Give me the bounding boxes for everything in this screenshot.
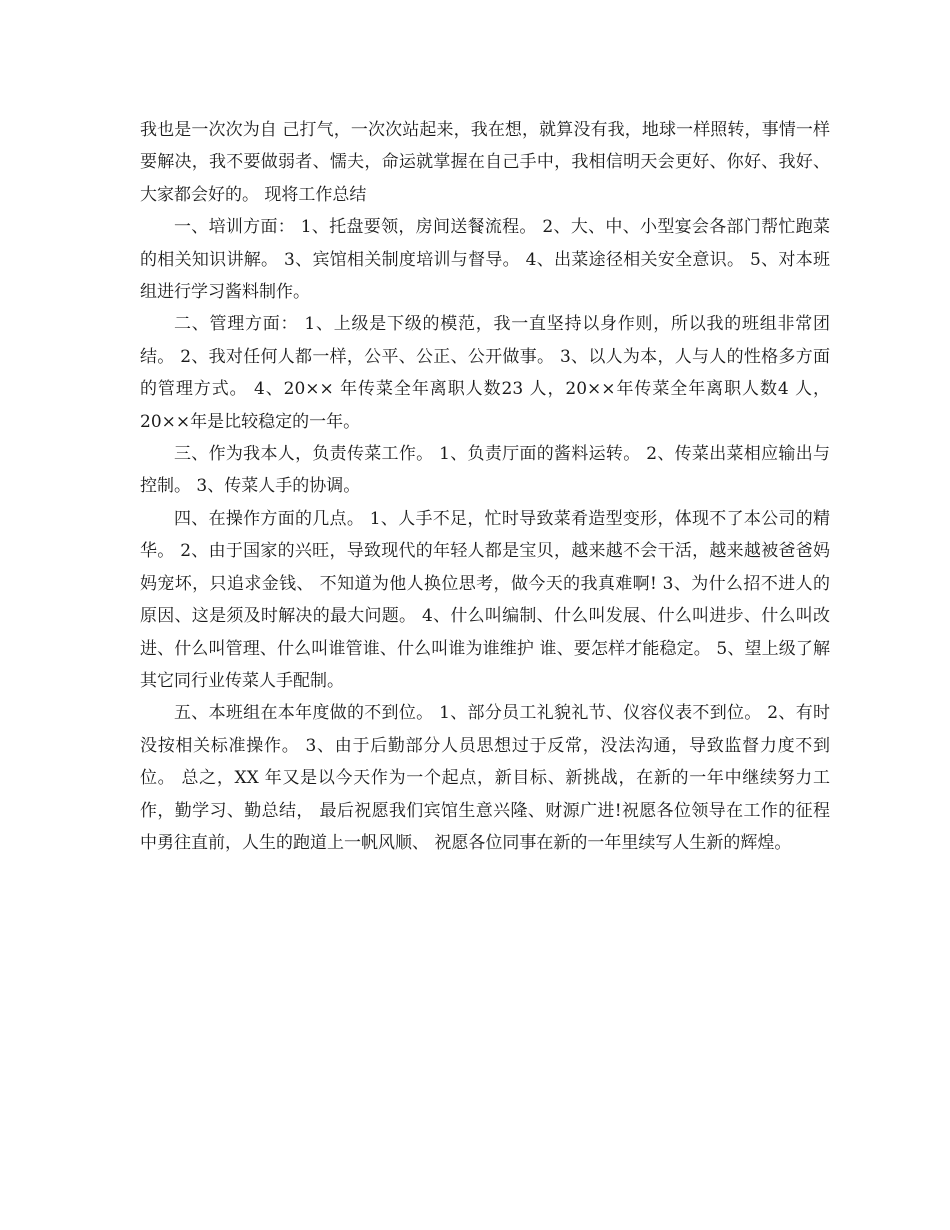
document-body <box>140 114 830 859</box>
paragraph-management: 二、管理方面： 1、上级是下级的模范，我一直坚持以身作则，所以我的班组非常团结。 2、我对任何人都一样，公平、公正、公开做事。 3、以人为本，人与人的性格多方面的管理方式。 4、20×× 年传菜全年离职人数23 人，20××年传菜全年离职人数4 人， 20××年是比较稳定的一年。 <box>140 314 830 432</box>
paragraph-training: 一、培训方面： 1、托盘要领，房间送餐流程。 2、大、中、小型宴会各部门帮忙跑菜的相关知识讲解。 3、宾馆相关制度培训与督导。 4、出菜途径相关安全意识。 5、对本班组进行学习酱料制作。 <box>140 217 830 303</box>
paragraph-intro: 我也是一次次为自 己打气，一次次站起来，我在想，就算没有我，地球一样照转，事情一样要解决，我不要做弱者、懦夫，命运就掌握在自己手中，我相信明天会更好、你好、我好、大家都会好的。 现将工作总结 <box>140 120 830 205</box>
paragraph-operations: 四、在操作方面的几点。 1、人手不足，忙时导致菜肴造型变形，体现不了本公司的精华。 2、由于国家的兴旺，导致现代的年轻人都是宝贝，越来越不会干活，越来越被爸爸妈妈宠坏，只追求金钱、 不知道为他人换位思考，做今天的我真难啊! 3、为什么招不进人的原因、这是须及时解决的最大问题。 4、什么叫编制、什么叫发展、什么叫进步、什么叫改进、什么叫管理、什么叫谁管谁、什么叫谁为谁维护 谁、要怎样才能稳定。 5、望上级了解其它同行业传菜人手配制。 <box>140 508 830 691</box>
paragraph-personal-role: 三、作为我本人，负责传菜工作。 1、负责厅面的酱料运转。 2、传菜出菜相应输出与控制。 3、传菜人手的协调。 <box>140 444 830 497</box>
paragraph-shortcomings-summary: 五、本班组在本年度做的不到位。 1、部分员工礼貌礼节、仪容仪表不到位。 2、有时没按相关标准操作。 3、由于后勤部分人员思想过于反常，没法沟通，导致监督力度不到位。 总之，XX 年又是以今天作为一个起点，新目标、新挑战，在新的一年中继续努力工作，勤学习、勤总结， 最后祝愿我们宾馆生意兴隆、财源广进!祝愿各位领导在工作的征程中勇往直前，人生的跑道上一帆风顺、 祝愿各位同事在新的一年里续写人生新的辉煌。 <box>140 703 830 853</box>
